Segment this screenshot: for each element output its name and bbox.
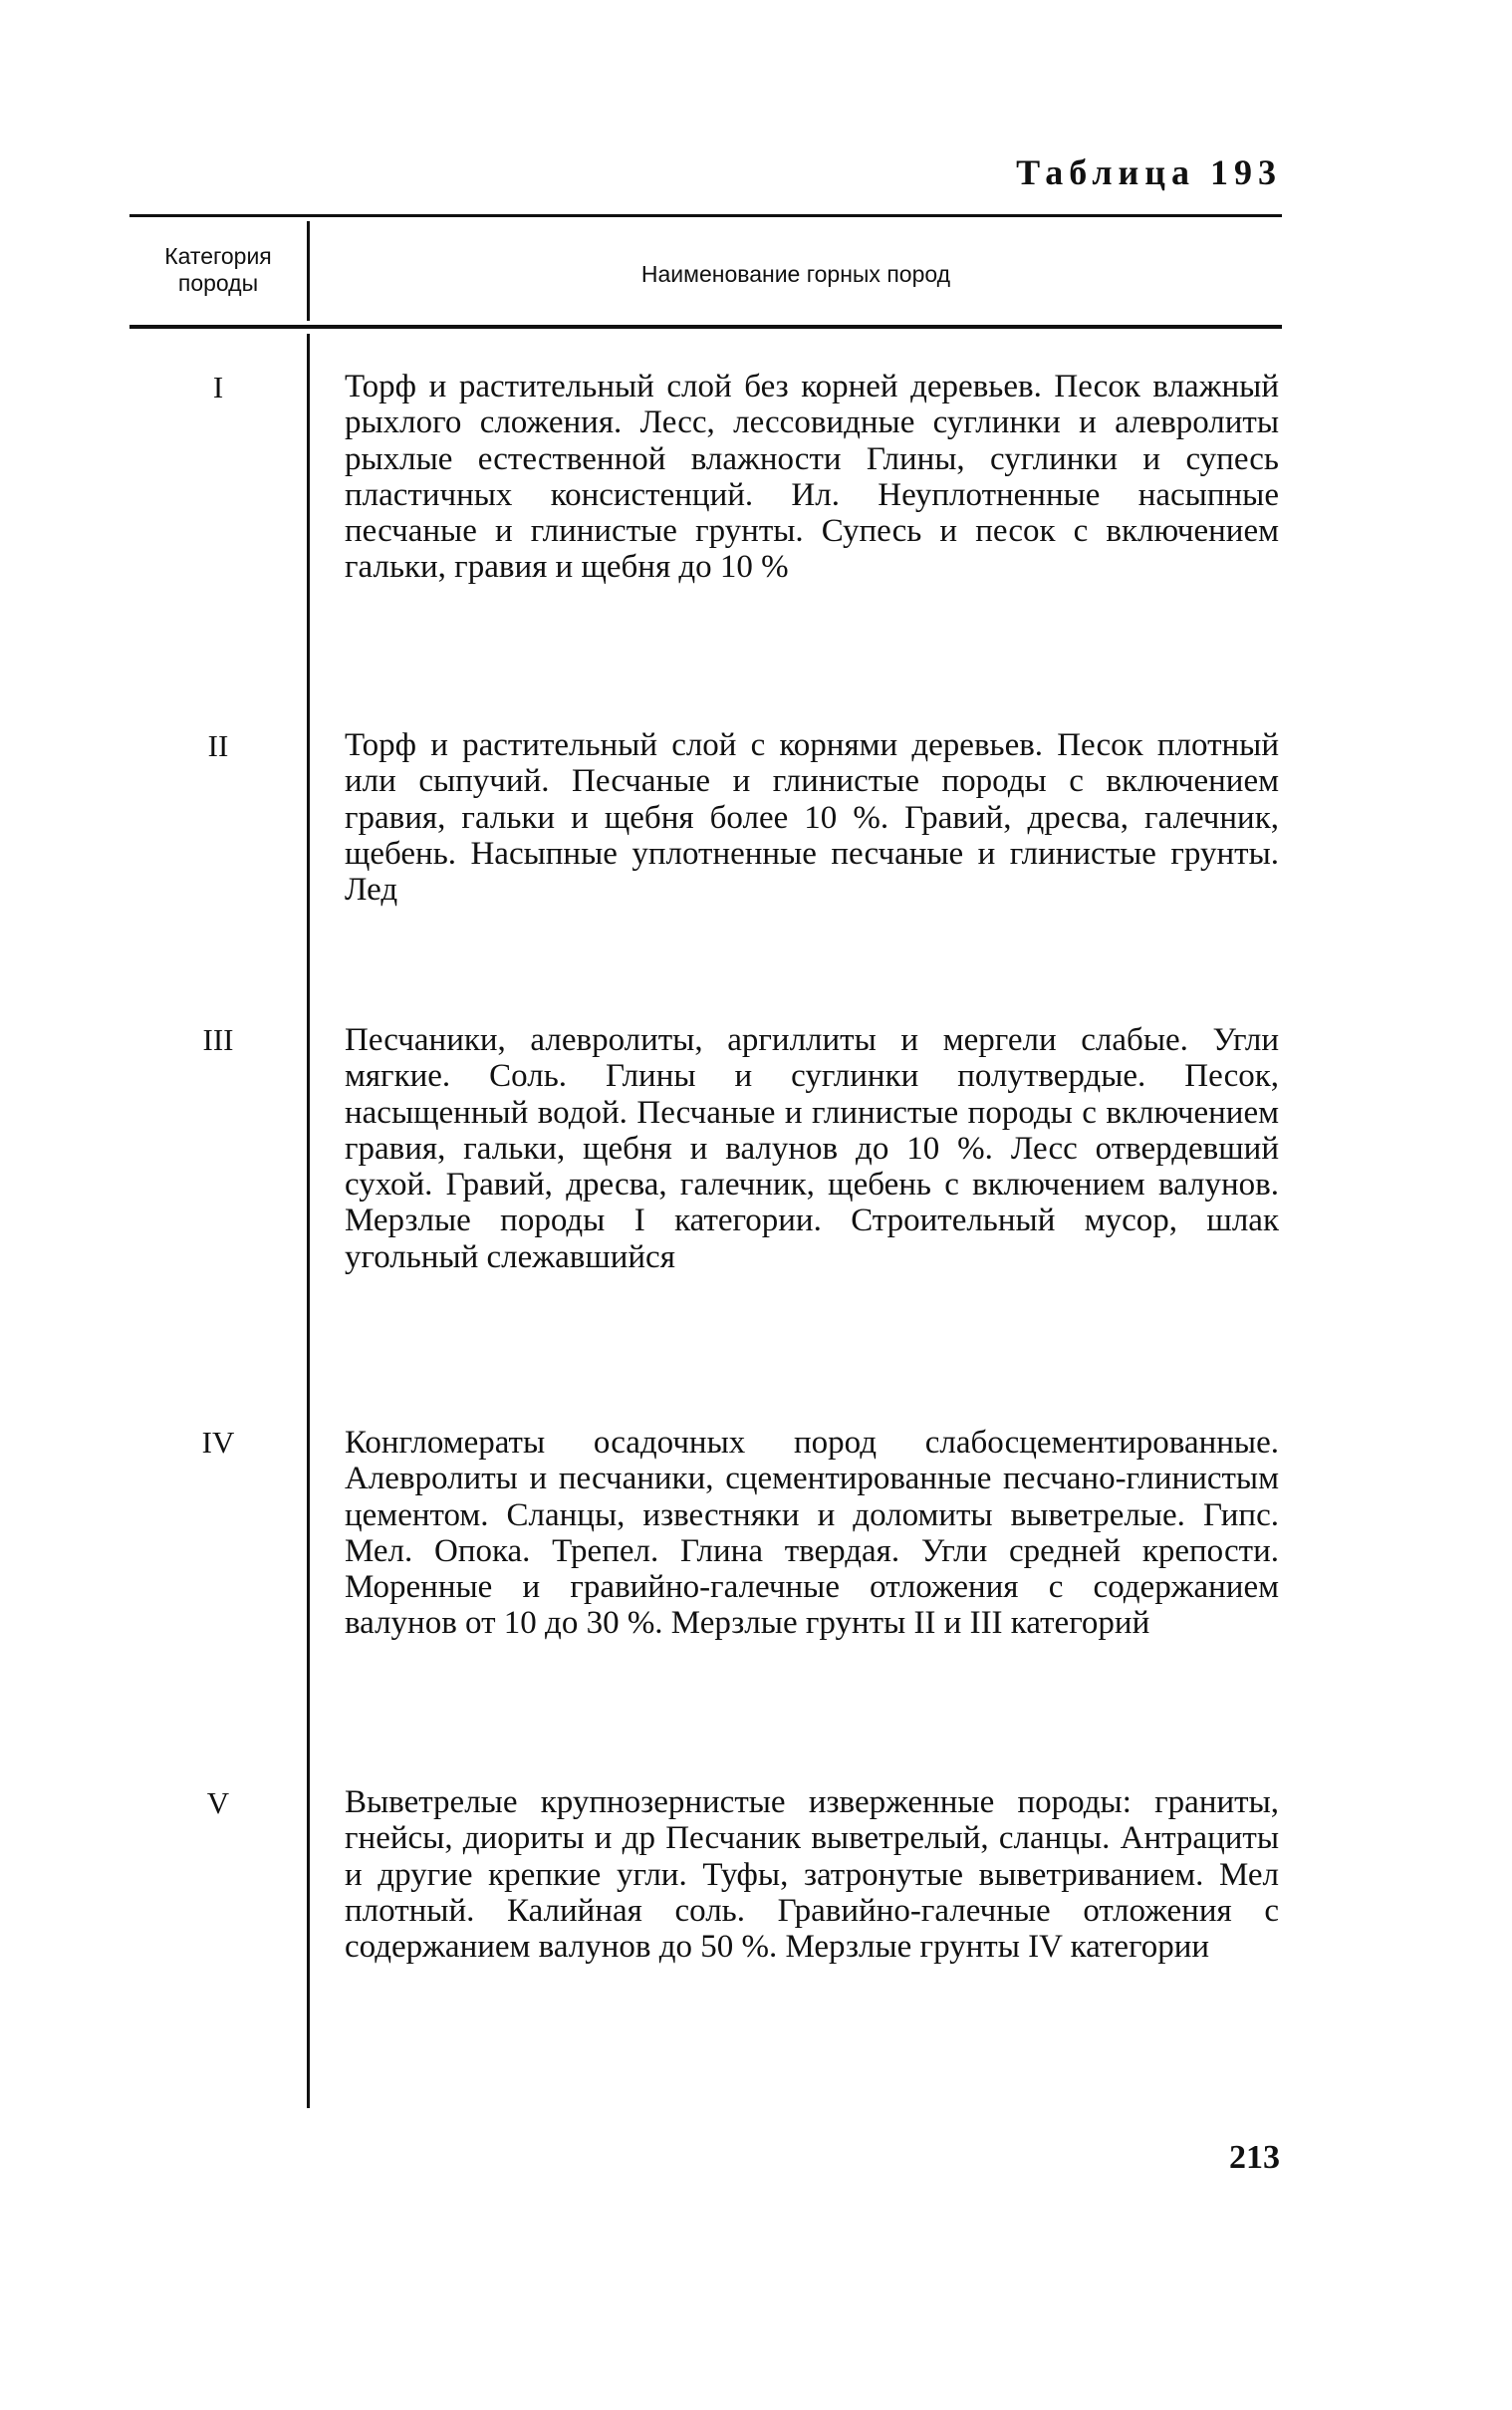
row-description-2: Торф и растительный слой с корнями деревьев. Песок плотный или сыпучий. Песчаные и глинистые породы с включением гравия, гальки и щебня более 10 %. Гравий, дресва, галечник, щебень. Насыпные уплотненные песчаные и глинистые грунты. Лед (345, 727, 1279, 909)
page-number: 213 (1229, 2139, 1280, 2176)
category-column-header (129, 243, 307, 297)
row-description-5: Выветрелые крупнозернистые изверженные породы: граниты, гнейсы, диориты и др Песчаник выветрелый, сланцы. Антрациты и другие крепкие угли. Туфы, затронутые выветриванием. Мел плотный. Калийная соль. Гравийно-галечные отложения с содержанием валунов до 50 %. Мерзлые грунты IV категории (345, 1784, 1279, 1966)
row-category-1: I (212, 370, 224, 404)
top-rule (129, 214, 1282, 217)
row-category-2: II (207, 728, 229, 763)
row-description-3: Песчаники, алевролиты, аргиллиты и мергели слабые. Угли мягкие. Соль. Глины и суглинки полутвердые. Песок, насыщенный водой. Песчаные и глинистые породы с включением гравия, гальки, щебня и валунов до 10 %. Лесс отвердевший сухой. Гравий, дресва, галечник, щебень с включением валунов. Мерзлые породы I категории. Строительный мусор, шлак угольный слежавшийся (345, 1022, 1279, 1275)
header-rule (129, 325, 1282, 329)
category-header-line2: породы (177, 270, 259, 296)
row-category-4: IV (201, 1425, 235, 1460)
body-column-divider (307, 334, 310, 2108)
row-description-4: Конгломераты осадочных пород слабосцементированные. Алевролиты и песчаники, сцементированные песчано-глинистым цементом. Сланцы, известняки и доломиты выветрелые. Гипс. Мел. Опока. Трепел. Глина твердая. Угли средней крепости. Моренные и гравийно-галечные отложения с содержанием валунов от 10 до 30 %. Мерзлые грунты II и III категорий (345, 1425, 1279, 1642)
row-category-3: III (202, 1022, 234, 1057)
category-header-line1: Категория (164, 243, 272, 269)
table-title: Таблица 193 (1016, 152, 1282, 192)
name-column-header: Наименование горных пород (640, 261, 951, 287)
row-category-5: V (206, 1785, 230, 1820)
row-description-1: Торф и растительный слой без корней деревьев. Песок влажный рыхлого сложения. Лесс, лессовидные суглинки и алевролиты рыхлые естественной влажности Глины, суглинки и супесь пластичных консистенций. Ил. Неуплотненные насыпные песчаные и глинистые грунты. Супесь и песок с включением гальки, гравия и щебня до 10 % (345, 369, 1279, 586)
